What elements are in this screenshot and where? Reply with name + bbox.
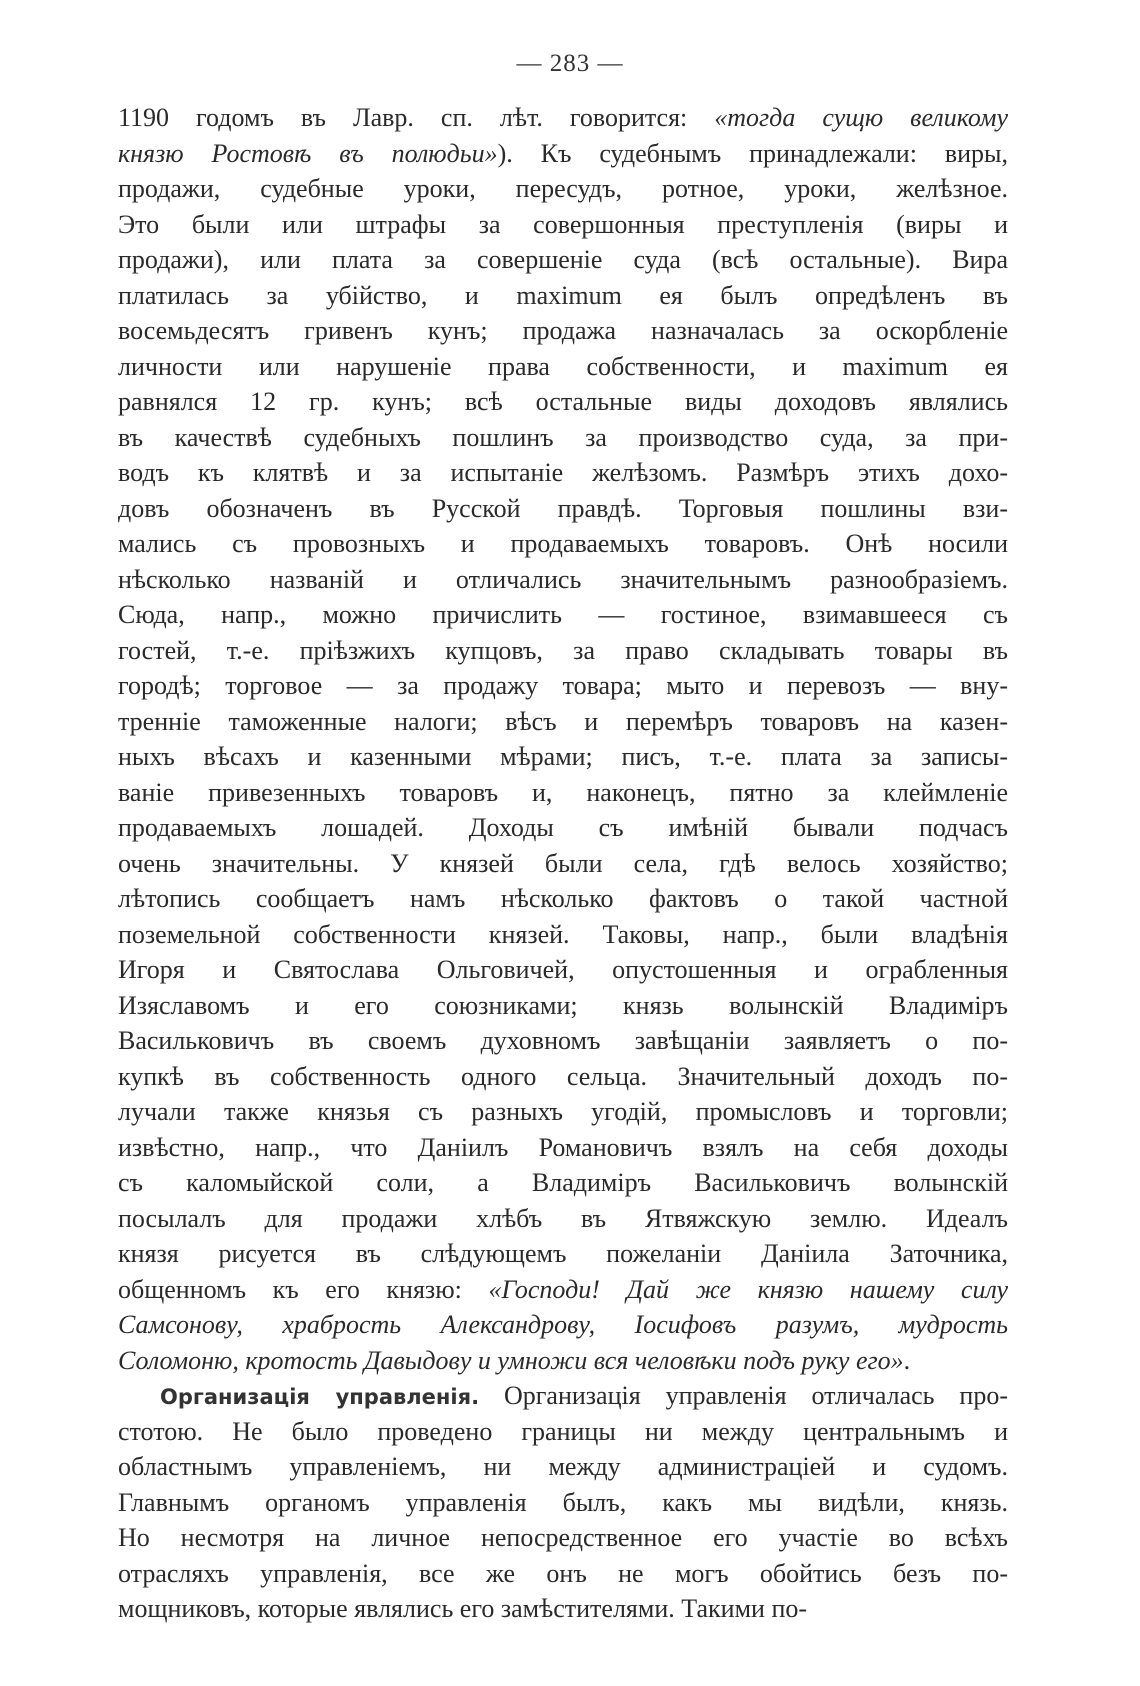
text-run: извѣстно, напр., что Даніилъ Романовичъ взялъ на себя доходы: [118, 1132, 1008, 1162]
text-line: [118, 100, 1008, 136]
quoted-text: «тогда сущю великому: [714, 103, 1009, 132]
text-run: Изяславомъ и его союзниками; князь волынскій Владиміръ: [118, 990, 1008, 1020]
text-line: [118, 1307, 1008, 1343]
text-line: [118, 1165, 1008, 1201]
text-line: [118, 1414, 1008, 1450]
text-line: [118, 739, 1008, 775]
text-line: [118, 917, 1008, 953]
text-line: [118, 1378, 1008, 1414]
text-line: [118, 988, 1008, 1024]
text-run: Но несмотря на личное непосредственное его участіе во всѣхъ: [118, 1523, 1008, 1552]
text-line: [118, 349, 1008, 385]
text-line: [118, 704, 1008, 740]
text-run: 1190 годомъ въ Лавр. сп. лѣт. говорится:: [118, 103, 715, 132]
text-run: равнялся 12 гр. кунъ; всѣ остальные виды доходовъ являлись: [118, 387, 1008, 416]
text-line: [118, 171, 1008, 207]
text-line: [118, 881, 1008, 917]
text-line: [118, 1343, 1008, 1379]
text-run: платилась за убійство, и maximum ея былъ опредѣленъ въ: [118, 280, 1008, 310]
text-line: [118, 455, 1008, 491]
text-run: Организація управленія отличалась про-: [479, 1381, 1008, 1410]
text-run: областнымъ управленіемъ, ни между администраціей и судомъ.: [118, 1452, 1008, 1481]
text-line: [118, 1485, 1008, 1521]
text-run: Васильковичъ въ своемъ духовномъ завѣщаніи заявляетъ о по-: [118, 1026, 1008, 1055]
text-run: восемьдесятъ гривенъ кунъ; продажа назначалась за оскорбленіе: [118, 316, 1008, 345]
text-line: [118, 597, 1008, 633]
quoted-text: князю Ростовѣ въ полюдьи»: [118, 138, 498, 168]
quoted-text: Соломоню, кротость Давыдову и умножи вся человѣки подъ руку его»: [118, 1345, 904, 1375]
text-run: общенномъ къ его князю:: [118, 1274, 489, 1304]
text-line: [118, 846, 1008, 882]
page-number: — 283 —: [516, 50, 624, 77]
text-line: [118, 384, 1008, 420]
text-run: лучали также князья съ разныхъ угодій, промысловъ и торговли;: [118, 1097, 1008, 1126]
text-run: водъ къ клятвѣ и за испытаніе желѣзомъ. Размѣръ этихъ дохо-: [118, 458, 1008, 487]
text-line: [118, 668, 1008, 704]
text-line: [118, 1272, 1008, 1308]
text-run: стотою. Не было проведено границы ни между центральнымъ и: [118, 1416, 1008, 1446]
text-run: Игоря и Святослава Ольговичей, опустошенныя и ограбленныя: [118, 955, 1008, 984]
text-line: [118, 633, 1008, 669]
text-run: отрасляхъ управленія, все же онъ не могъ обойтись безъ по-: [118, 1558, 1008, 1588]
text-run: гостей, т.-е. пріѣзжихъ купцовъ, за право складывать товары въ: [118, 635, 1008, 665]
text-line: [118, 1591, 1008, 1627]
text-line: [118, 491, 1008, 527]
text-run: мались съ провозныхъ и продаваемыхъ товаровъ. Онѣ носили: [118, 529, 1008, 558]
text-run: ). Къ судебнымъ принадлежали: виры,: [497, 138, 1008, 168]
text-run: съ каломыйской соли, а Владиміръ Васильковичъ волынскій: [118, 1168, 1008, 1197]
text-line: [118, 1449, 1008, 1485]
text-run: очень значительны. У князей были села, гдѣ велось хозяйство;: [118, 848, 1008, 878]
quoted-text: «Господи! Дай же князю нашему силу: [488, 1274, 1009, 1304]
text-run: поземельной собственности князей. Таковы, напр., были владѣнія: [118, 919, 1008, 949]
text-line: [118, 1556, 1008, 1592]
text-run: .: [903, 1345, 911, 1375]
text-run: ваніе привезенныхъ товаровъ и, наконецъ, пятно за клеймленіе: [118, 777, 1008, 807]
text-line: [118, 526, 1008, 562]
text-run: тренніе таможенные налоги; вѣсъ и перемѣръ товаровъ на казен-: [118, 706, 1008, 736]
paragraph-revenue-sources: [118, 100, 1008, 1378]
text-run: въ качествѣ судебныхъ пошлинъ за производство суда, за при-: [118, 422, 1008, 452]
paragraph-administration: [118, 1378, 1008, 1627]
text-line: [118, 1094, 1008, 1130]
text-run: продаваемыхъ лошадей. Доходы съ имѣній бывали подчасъ: [118, 813, 1008, 842]
text-run: городѣ; торговое — за продажу товара; мыто и перевозъ — вну-: [118, 671, 1008, 700]
text-run: мощниковъ, которые являлись его замѣстителями. Такими по-: [118, 1594, 808, 1623]
text-line: [118, 313, 1008, 349]
text-run: посылалъ для продажи хлѣбъ въ Ятвяжскую землю. Идеалъ: [118, 1203, 1008, 1233]
text-line: [118, 242, 1008, 278]
text-line: [118, 952, 1008, 988]
text-line: [118, 1520, 1008, 1556]
text-line: [118, 207, 1008, 243]
text-run: князя рисуется въ слѣдующемъ пожеланіи Даніила Заточника,: [118, 1239, 1008, 1268]
text-run: довъ обозначенъ въ Русской правдѣ. Торговыя пошлины взи-: [118, 493, 1008, 523]
text-line: [118, 1130, 1008, 1166]
text-line: [118, 1023, 1008, 1059]
text-line: [118, 810, 1008, 846]
text-line: [118, 136, 1008, 172]
text-run: ныхъ вѣсахъ и казенными мѣрами; писъ, т.-е. плата за записы-: [118, 742, 1008, 771]
quoted-text: Самсонову, храбрость Александрову, Іосифовъ разумъ, мудрость: [118, 1310, 1008, 1339]
text-run: нѣсколько названій и отличались значительнымъ разнообразіемъ.: [118, 564, 1008, 594]
text-line: [118, 1059, 1008, 1095]
text-run: продажи), или плата за совершеніе суда (всѣ остальные). Вира: [118, 245, 1008, 274]
text-line: [118, 1236, 1008, 1272]
text-line: [118, 1201, 1008, 1237]
text-run: Сюда, напр., можно причислить — гостиное, взимавшееся съ: [118, 600, 1008, 629]
text-run: Главнымъ органомъ управленія былъ, какъ мы видѣли, князь.: [118, 1487, 1008, 1517]
section-heading: Организація управленія.: [160, 1385, 480, 1409]
body-text: [118, 100, 1008, 1627]
text-run: личности или нарушеніе права собственности, и maximum ея: [118, 351, 1008, 381]
text-run: продажи, судебные уроки, пересудъ, ротное, уроки, желѣзное.: [118, 174, 1008, 203]
text-run: купкѣ въ собственность одного сельца. Значительный доходъ по-: [118, 1061, 1008, 1091]
text-line: [118, 420, 1008, 456]
text-line: [118, 278, 1008, 314]
text-run: лѣтопись сообщаетъ намъ нѣсколько фактовъ о такой частной: [118, 884, 1008, 913]
text-line: [118, 562, 1008, 598]
text-line: [118, 775, 1008, 811]
text-run: Это были или штрафы за совершонныя преступленія (виры и: [118, 209, 1008, 239]
